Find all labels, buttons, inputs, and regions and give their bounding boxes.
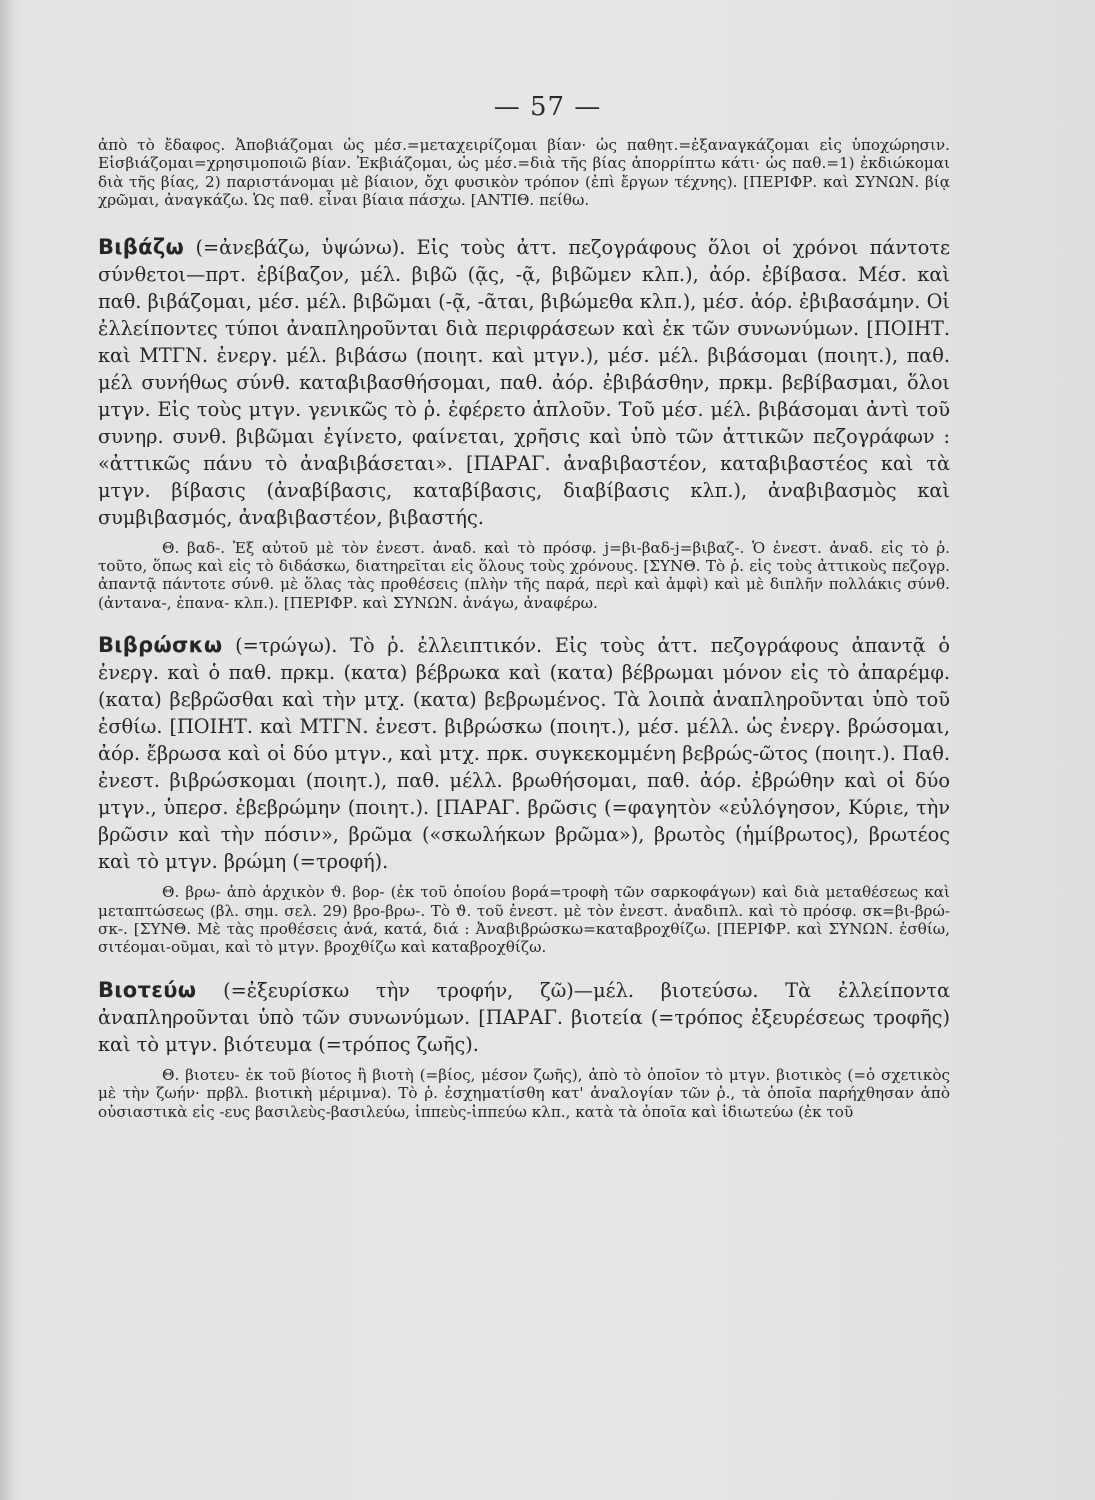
page-content: [98, 136, 950, 1121]
entry-bibrosko: [98, 632, 950, 957]
entry-body: [98, 632, 950, 875]
entry-headword: Βιβρώσκω: [98, 633, 223, 658]
entry-bibazo: [98, 234, 950, 613]
entry-body: [98, 977, 950, 1058]
entry-bioteuo: [98, 977, 950, 1121]
entry-theta-note: Θ. βαδ-. Ἐξ αὐτοῦ μὲ τὸν ἐνεστ. ἀναδ. καὶ τὸ πρόσφ. j=βι-βαδ-j=βιβαζ-. Ὁ ἐνεστ. ἀναδ. εἰς τὸ ῥ. τοῦτο, ὅπως καὶ εἰς τὸ διδάσκω, διατηρεῖται εἰς ὅλους τοὺς χρόνους. [ΣΥΝΘ. Τὸ ῥ. εἰς τοὺς ἀττικοὺς πεζογρ. ἀπαντᾷ πάντοτε σύνθ. μὲ ὅλας τὰς προθέσεις (πλὴν τῆς παρά, περὶ καὶ ἀμφὶ) καὶ μὲ διπλῆν πολλάκις σύνθ. (ἀντανα-, ἐπανα- κλπ.). [ΠΕΡΙΦΡ. καὶ ΣΥΝΩΝ. ἀνάγω, ἀναφέρω.: [98, 538, 950, 612]
page-number: — 57 —: [493, 92, 602, 122]
intro-paragraph: ἀπὸ τὸ ἔδαφος. Ἀποβιάζομαι ὡς μέσ.=μεταχειρίζομαι βίαν· ὡς παθητ.=ἐξαναγκάζομαι εἰς ὑποχώρησιν. Εἰσβιάζομαι=χρησιμοποιῶ βίαν. Ἐκβιάζομαι, ὡς μέσ.=διὰ τῆς βίας ἀπορρίπτω κάτι· ὡς παθ.=1) ἐκδιώκομαι διὰ τῆς βίας, 2) παριστάνομαι μὲ βίαιον, ὄχι φυσικὸν τρόπον (ἐπὶ ἔργων τέχνης). [ΠΕΡΙΦΡ. καὶ ΣΥΝΩΝ. βίᾳ χρῶμαι, ἀναγκάζω. Ὡς παθ. εἶναι βίαια πάσχω. [ΑΝΤΙΘ. πείθω.: [98, 136, 950, 210]
entry-body: [98, 234, 950, 531]
entry-text: (=τρώγω). Τὸ ῥ. ἐλλειπτικόν. Εἰς τοὺς ἀττ. πεζογράφους ἀπαντᾷ ὁ ἐνεργ. καὶ ὁ παθ. πρκμ. (κατα) βέβρωκα καὶ (κατα) βέβρωμαι μόνον εἰς τὸ ἀπαρέμφ. (κατα) βεβρῶσθαι καὶ τὴν μτχ. (κατα) βεβρωμένος. Τὰ λοιπὰ ἀναπληροῦνται ὑπὸ τοῦ ἐσθίω. [ΠΟΙΗΤ. καὶ ΜΤΓΝ. ἐνεστ. βιβρώσκω (ποιητ.), μέσ. μέλλ. ὡς ἐνεργ. βρώσομαι, ἀόρ. ἔβρωσα καὶ οἱ δύο μτγν., καὶ μτχ. πρκ. συγκεκομμένη βεβρώς-ῶτος (ποιητ.). Παθ. ἐνεστ. βιβρώσκομαι (ποιητ.), παθ. μέλλ. βρωθήσομαι, παθ. ἀόρ. ἐβρώθην καὶ οἱ δύο μτγν., ὑπερσ. ἐβεβρώμην (ποιητ.). [ΠΑΡΑΓ. βρῶσις (=φαγητὸν «εὐλόγησον, Κύριε, τὴν βρῶσιν καὶ τὴν πόσιν», βρῶμα («σκωλήκων βρῶμα»), βρωτὸς (ἡμίβρωτος), βρωτέος καὶ τὸ μτγν. βρώμη (=τροφή).: [98, 634, 950, 874]
entry-text: (=ἐξευρίσκω τὴν τροφήν, ζῶ)—μέλ. βιοτεύσω. Τὰ ἐλλείποντα ἀναπληροῦνται ὑπὸ τῶν συνωνύμων. [ΠΑΡΑΓ. βιοτεία (=τρόπος ἐξευρέσεως τροφῆς) καὶ τὸ μτγν. βιότευμα (=τρόπος ζωῆς).: [98, 978, 950, 1056]
entry-theta-note: Θ. βρω- ἀπὸ ἀρχικὸν ϑ. βορ- (ἐκ τοῦ ὁποίου βορά=τροφὴ τῶν σαρκοφάγων) καὶ διὰ μεταθέσεως καὶ μεταπτώσεως (βλ. σημ. σελ. 29) βρο-βρω-. Τὸ ϑ. τοῦ ἐνεστ. μὲ τὸν ἐνεστ. ἀναδιπλ. καὶ τὸ πρόσφ. σκ=βι-βρώ-σκ-. [ΣΥΝΘ. Μὲ τὰς προθέσεις ἀνά, κατά, διά : Ἀναβιβρώσκω=καταβροχθίζω. [ΠΕΡΙΦΡ. καὶ ΣΥΝΩΝ. ἐσθίω, σιτέομαι-οῦμαι, καὶ τὸ μτγν. βροχθίζω καὶ καταβροχθίζω.: [98, 883, 950, 957]
entry-text: (=ἀνεβάζω, ὑψώνω). Εἰς τοὺς ἀττ. πεζογράφους ὅλοι οἱ χρόνοι πάντοτε σύνθετοι—πρτ. ἐβίβαζον, μέλ. βιβῶ (ᾷς, -ᾷ, βιβῶμεν κλπ.), ἀόρ. ἐβίβασα. Μέσ. καὶ παθ. βιβάζομαι, μέσ. μέλ. βιβῶμαι (-ᾷ, -ᾶται, βιβώμεθα κλπ.), μέσ. ἀόρ. ἐβιβασάμην. Οἱ ἐλλείποντες τύποι ἀναπληροῦνται διὰ περιφράσεων καὶ ἐκ τῶν συνωνύμων. [ΠΟΙΗΤ. καὶ ΜΤΓΝ. ἐνεργ. μέλ. βιβάσω (ποιητ. καὶ μτγν.), μέσ. μέλ. βιβάσομαι (ποιητ.), παθ. μέλ συνήθως σύνθ. καταβιβασθήσομαι, παθ. ἀόρ. ἐβιβάσθην, πρκμ. βεβίβασμαι, ὅλοι μτγν. Εἰς τοὺς μτγν. γενικῶς τὸ ῥ. ἐφέρετο ἁπλοῦν. Τοῦ μέσ. μέλ. βιβάσομαι ἀντὶ τοῦ συνηρ. συνθ. βιβῶμαι ἐγίνετο, φαίνεται, χρῆσις καὶ ὑπὸ τῶν ἀττικῶν πεζογράφων : «ἀττικῶς πάνυ τὸ ἀναβιβάσεται». [ΠΑΡΑΓ. ἀναβιβαστέον, καταβιβαστέος καὶ τὰ μτγν. βίβασις (ἀναβίβασις, καταβίβασις, διαβίβασις κλπ.), ἀναβιβασμὸς καὶ συμβιβασμός, ἀναβιβαστέον, βιβαστής.: [98, 235, 950, 529]
entry-theta-note: Θ. βιοτευ- ἐκ τοῦ βίοτος ἢ βιοτὴ (=βίος, μέσον ζωῆς), ἀπὸ τὸ ὁποῖον τὸ μτγν. βιοτικὸς (=ὁ σχετικὸς μὲ τὴν ζωήν· πρβλ. βιοτικὴ μέριμνα). Τὸ ῥ. ἐσχηματίσθη κατ' ἀναλογίαν τῶν ῥ., τὰ ὁποῖα παρήχθησαν ἀπὸ οὐσιαστικὰ εἰς -ευς βασιλεὺς-βασιλεύω, ἱππεὺς-ἱππεύω κλπ., κατὰ τὰ ὁποῖα καὶ ἰδιωτεύω (ἐκ τοῦ: [98, 1065, 950, 1121]
entry-headword: Βιοτεύω: [98, 977, 197, 1002]
entry-headword: Βιβάζω: [98, 234, 185, 259]
